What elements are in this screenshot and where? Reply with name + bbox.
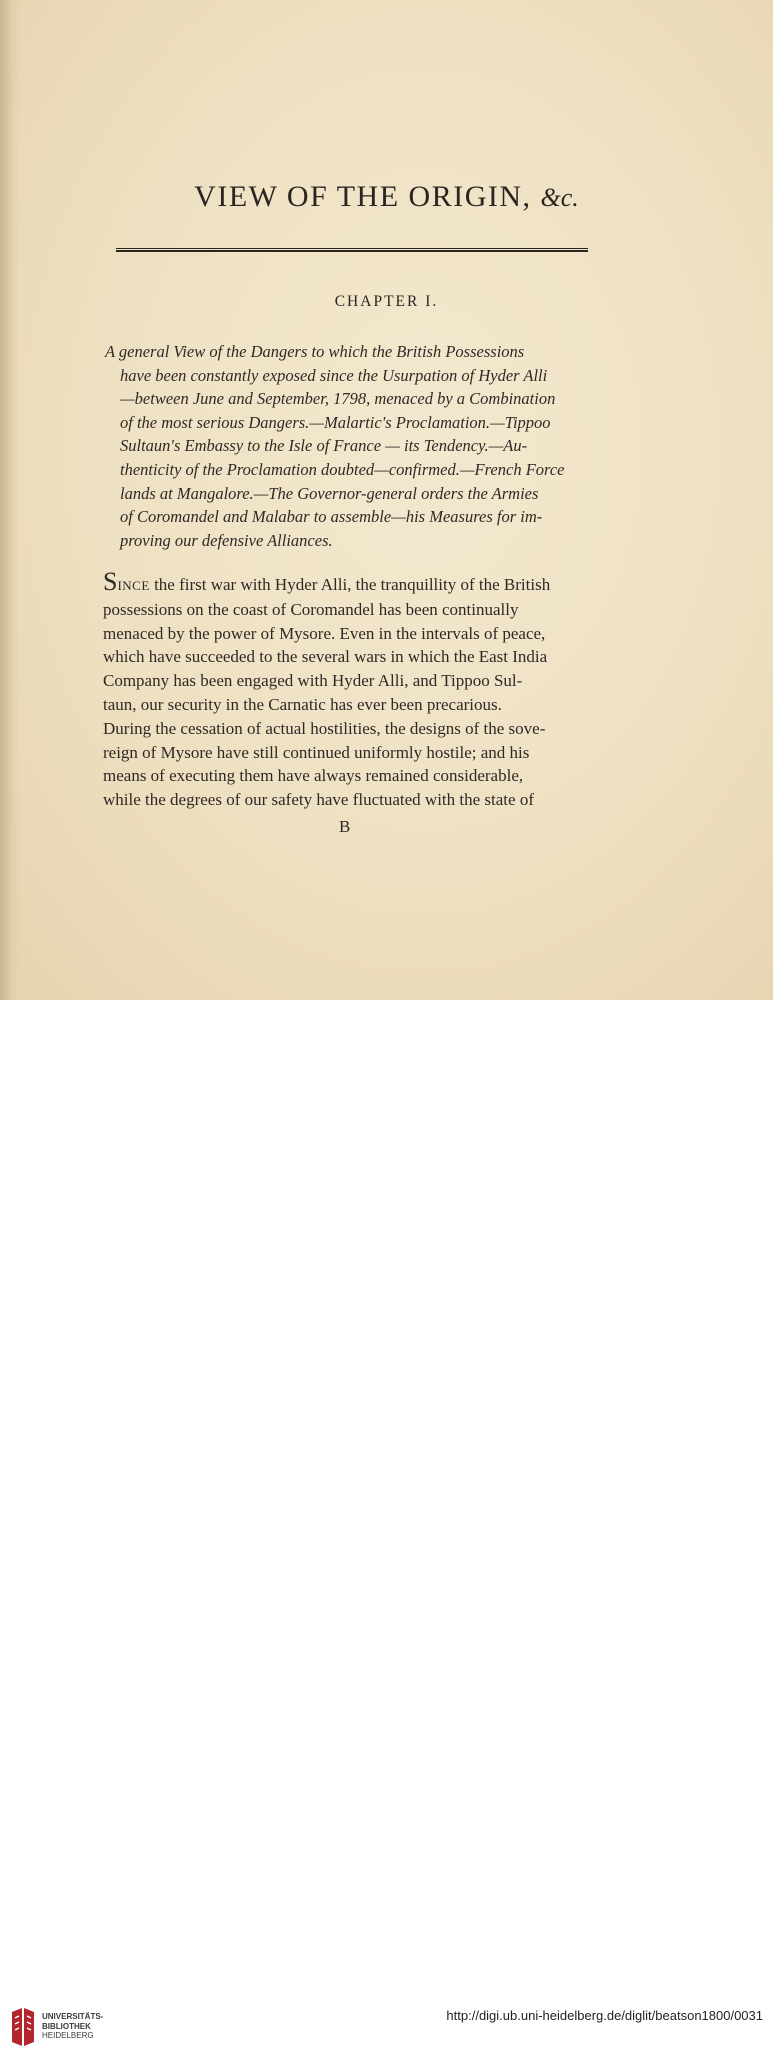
- body-line: while the degrees of our safety have fluctuated with the state of: [103, 790, 534, 810]
- body-line: menaced by the power of Mysore. Even in the intervals of peace,: [103, 623, 546, 643]
- chapter-summary: [100, 340, 600, 552]
- summary-line: lands at Mangalore.—The Governor-general orders the Armies: [120, 483, 539, 503]
- library-city: HEIDELBERG: [42, 2031, 94, 2040]
- body-line: means of executing them have always remained considerable,: [103, 766, 524, 786]
- body-line-rest: the first war with Hyder Alli, the tranquillity of the British: [149, 575, 551, 594]
- title-etc: &c.: [540, 183, 579, 212]
- library-name: [42, 2012, 103, 2041]
- summary-line: —between June and September, 1798, menaced by a Combination: [120, 389, 556, 409]
- page-gutter-shadow: [0, 0, 20, 1000]
- library-logo-icon: [8, 2006, 38, 2050]
- library-name-line: UNIVERSITÄTS-: [42, 2012, 104, 2021]
- body-line-first: [103, 567, 603, 598]
- signature-mark: B: [339, 817, 351, 836]
- library-name-line: BIBLIOTHEK: [42, 2021, 91, 2031]
- viewer-footer: [0, 1000, 773, 2040]
- body-text: [103, 567, 603, 812]
- body-line: During the cessation of actual hostilities, the designs of the sove-: [103, 718, 546, 738]
- summary-line: of Coromandel and Malabar to assemble—his Measures for im-: [120, 507, 543, 527]
- summary-line: have been constantly exposed since the Usurpation of Hyder Alli: [120, 365, 548, 385]
- title-rule: [116, 248, 588, 252]
- summary-line: proving our defensive Alliances.: [120, 530, 333, 550]
- body-line: Company has been engaged with Hyder Alli, and Tippoo Sul-: [103, 671, 523, 691]
- body-line: taun, our security in the Carnatic has ever been precarious.: [103, 694, 502, 714]
- scanned-page: [0, 0, 773, 1000]
- summary-line: of the most serious Dangers.—Malartic's Proclamation.—Tippoo: [120, 412, 551, 432]
- summary-line: thenticity of the Proclamation doubted—confirmed.—French Force: [120, 459, 565, 479]
- body-line: which have succeeded to the several wars in which the East India: [103, 647, 548, 667]
- summary-line: A general View of the Dangers to which the British Possessions: [105, 342, 525, 361]
- body-line: possessions on the coast of Coromandel has been continually: [103, 599, 519, 619]
- page-title: [0, 180, 773, 214]
- title-text: VIEW OF THE ORIGIN,: [194, 180, 532, 213]
- small-caps-word: INCE: [117, 578, 150, 593]
- drop-cap: S: [103, 567, 118, 596]
- summary-line: Sultaun's Embassy to the Isle of France — its Tendency.—Au-: [120, 436, 528, 456]
- permalink-url[interactable]: http://digi.ub.uni-heidelberg.de/diglit/beatson1800/0031: [446, 2008, 763, 2023]
- body-line: reign of Mysore have still continued uniformly hostile; and his: [103, 742, 530, 762]
- chapter-heading: CHAPTER I.: [334, 293, 439, 310]
